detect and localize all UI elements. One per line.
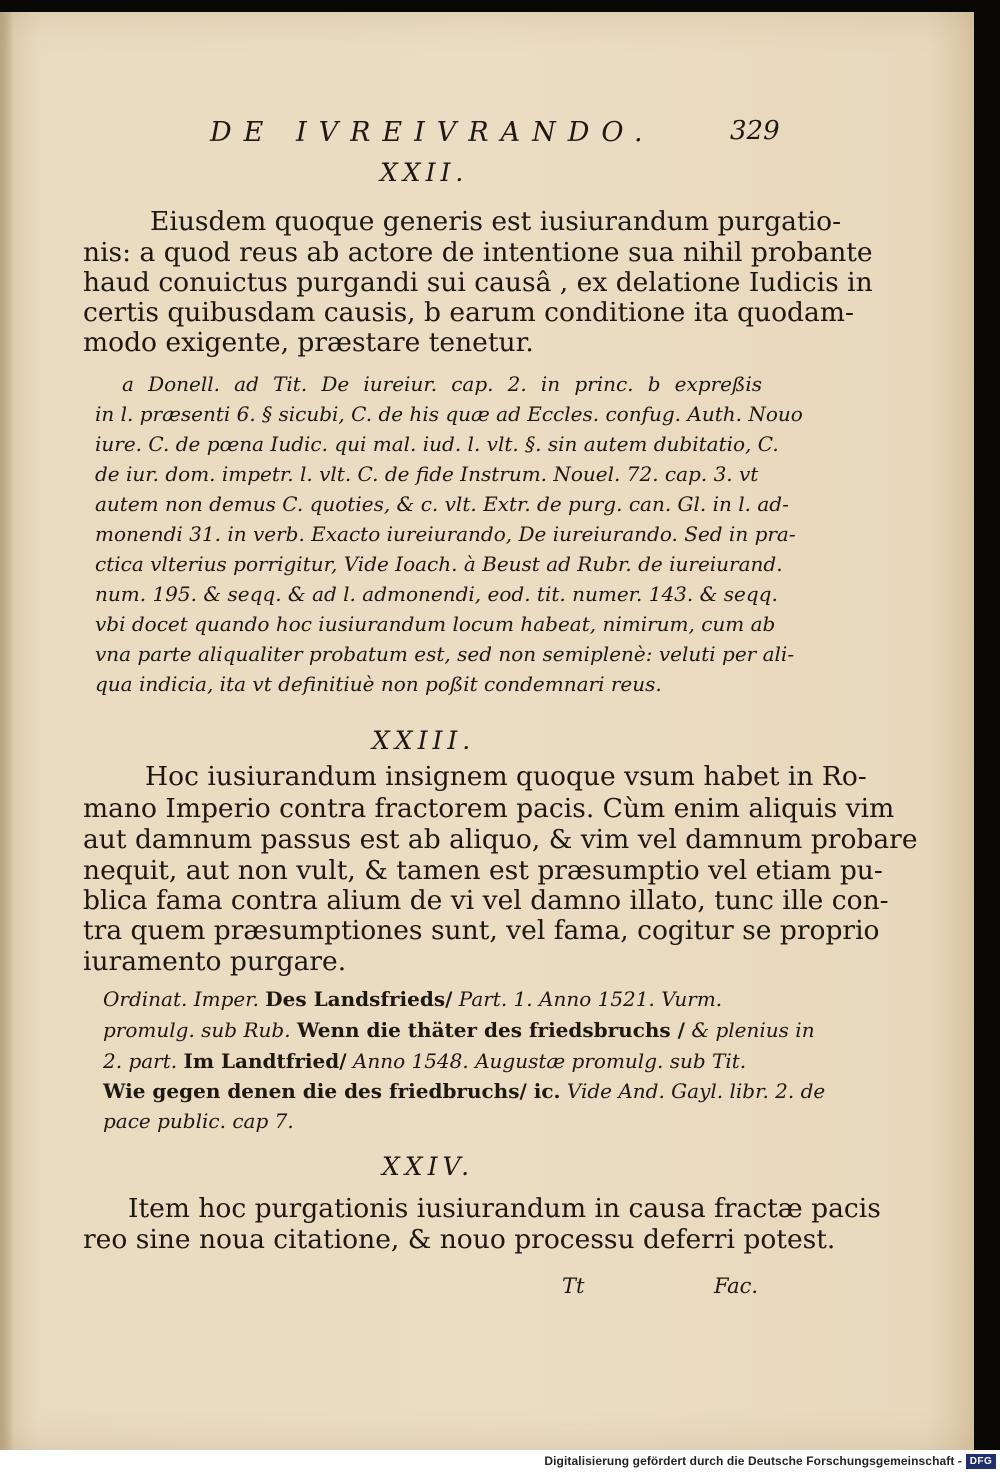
- body-line: Hoc iusiurandum insignem quoque vsum habet in Ro-: [145, 761, 867, 792]
- page-number: 329: [730, 116, 780, 146]
- body-line: tra quem præsumptiones sunt, vel fama, cogitur se proprio: [83, 915, 880, 946]
- body-line: haud conuictus purgandi sui causâ , ex delatione Iudicis in: [83, 267, 873, 298]
- footnote-line: [103, 1051, 746, 1071]
- footnote-line: [103, 1081, 825, 1101]
- body-line: nequit, aut non vult, & tamen est præsumptio vel etiam pu-: [83, 855, 883, 886]
- section-heading-xxiv: XXIV.: [382, 1152, 475, 1181]
- catchword: Fac.: [714, 1274, 759, 1298]
- footnote-text: & plenius in: [684, 1018, 815, 1042]
- body-line: aut damnum passus est ab aliquo, & vim vel damnum probare: [83, 824, 918, 855]
- footnote-line: [103, 1020, 815, 1040]
- section-heading-xxiii: XXIII.: [372, 726, 476, 755]
- footnote-line: monendi 31. in verb. Exacto iureiurando, De iureiurando. Sed in pra-: [95, 522, 796, 546]
- footnote-text: Anno 1548. Augustæ promulg. sub Tit.: [346, 1049, 747, 1073]
- footnote-line: [103, 989, 722, 1009]
- book-page: [0, 12, 974, 1450]
- signature-mark: Tt: [562, 1274, 585, 1298]
- blackletter-text: Wie gegen denen die des friedbruchs/ ic.: [103, 1079, 561, 1103]
- footnote-text: 2. part.: [103, 1049, 184, 1073]
- body-line: nis: a quod reus ab actore de intentione sua nihil probante: [83, 237, 873, 268]
- section-heading-xxii: XXII.: [380, 158, 469, 187]
- body-line: modo exigente, præstare tenetur.: [83, 327, 534, 358]
- running-head: DE IVREIVRANDO.: [210, 117, 655, 148]
- blackletter-text: Wenn die thäter des friedsbruchs /: [296, 1018, 685, 1042]
- body-line: iuramento purgare.: [83, 946, 347, 977]
- blackletter-text: Im Landtfried/: [183, 1049, 347, 1073]
- body-line: reo sine noua citatione, & nouo processu deferri potest.: [83, 1224, 836, 1255]
- footnote-line: vbi docet quando hoc iusiurandum locum habeat, nimirum, cum ab: [95, 612, 776, 636]
- footnote-line: vna parte aliqualiter probatum est, sed non semiplenè: veluti per ali-: [95, 642, 795, 666]
- footnote-line: in l. præsenti 6. § sicubi, C. de his quæ ad Eccles. confug. Auth. Nouo: [95, 402, 803, 426]
- footnote-text: Ordinat. Imper.: [103, 987, 266, 1011]
- dfg-logo: DFG: [966, 1454, 996, 1469]
- footnote-line: num. 195. & seqq. & ad l. admonendi, eod. tit. numer. 143. & seqq.: [95, 582, 778, 606]
- body-line: mano Imperio contra fractorem pacis. Cùm enim aliquis vim: [83, 793, 895, 824]
- body-line: Item hoc purgationis iusiurandum in causa fractæ pacis: [128, 1193, 881, 1224]
- footnote-line: ctica vlterius porrigitur, Vide Ioach. à Beust ad Rubr. de iureiurand.: [95, 552, 783, 576]
- footer-credit: Digitalisierung gefördert durch die Deutsche Forschungsgemeinschaft -: [544, 1454, 962, 1468]
- body-line: certis quibusdam causis, b earum conditione ita quodam-: [83, 297, 854, 328]
- blackletter-text: Des Landsfrieds/: [265, 987, 453, 1011]
- footnote-line: autem non demus C. quoties, & c. vlt. Extr. de purg. can. Gl. in l. ad-: [95, 492, 789, 516]
- body-line: blica fama contra alium de vi vel damno illato, tunc ille con-: [83, 885, 889, 916]
- footnote-text: Part. 1. Anno 1521. Vurm.: [452, 987, 723, 1011]
- footnote-line: iure. C. de pœna Iudic. qui mal. iud. l. vlt. §. sin autem dubitatio, C.: [95, 432, 779, 456]
- footnote-text: promulg. sub Rub.: [103, 1018, 297, 1042]
- page-text: [0, 12, 974, 1450]
- footnote-text: Vide And. Gayl. libr. 2. de: [560, 1079, 826, 1103]
- footnote-line: qua indicia, ita vt definitiuè non poßit condemnari reus.: [95, 672, 662, 696]
- footnote-line: pace public. cap 7.: [103, 1109, 294, 1133]
- body-line: Eiusdem quoque generis est iusiurandum purgatio-: [150, 206, 842, 237]
- footnote-line: a Donell. ad Tit. De iureiur. cap. 2. in princ. b expreßis: [122, 372, 762, 396]
- digitization-footer: [0, 1450, 1000, 1474]
- footnote-line: de iur. dom. impetr. l. vlt. C. de fide Instrum. Nouel. 72. cap. 3. vt: [95, 462, 759, 486]
